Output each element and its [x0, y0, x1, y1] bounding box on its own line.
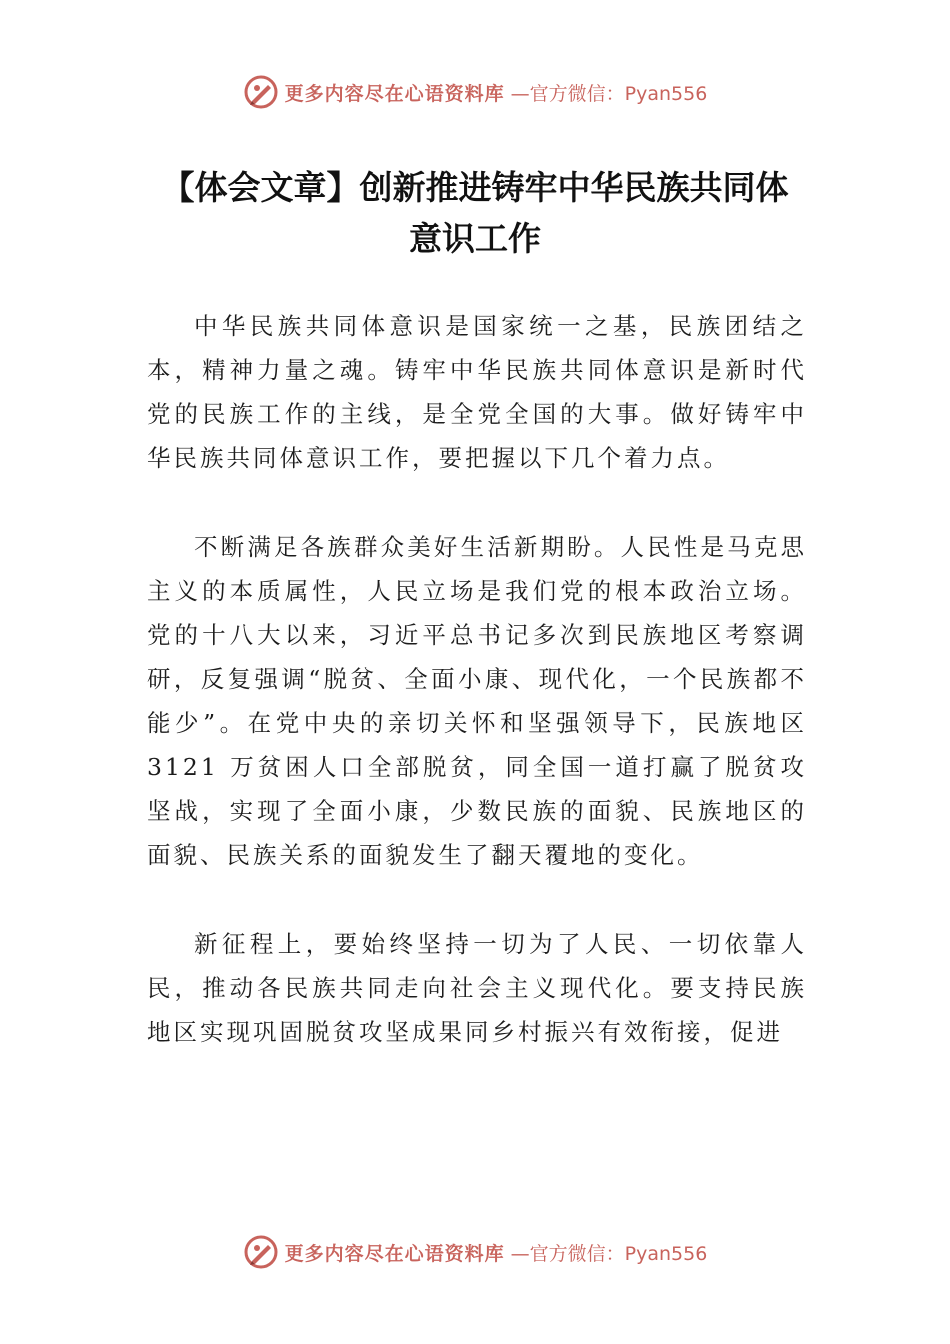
title-line-2: 意识工作 — [409, 219, 541, 258]
document-body — [147, 304, 807, 1099]
document-title — [130, 162, 820, 264]
pen-logo-icon — [243, 1234, 279, 1270]
paragraph: 中华民族共同体意识是国家统一之基，民族团结之本，精神力量之魂。铸牢中华民族共同体意识是新时代党的民族工作的主线，是全党全国的大事。做好铸牢中华民族共同体意识工作，要把握以下几个着力点。 — [147, 312, 807, 472]
header-banner — [0, 72, 950, 112]
paragraph: 不断满足各族群众美好生活新期盼。人民性是马克思主义的本质属性，人民立场是我们党的根本政治立场。党的十八大以来，习近平总书记多次到民族地区考察调研，反复强调“脱贫、全面小康、现代化，一个民族都不能少”。在党中央的亲切关怀和坚强领导下，民族地区 3121 万贫困人口全部脱贫，同全国一道打赢了脱贫攻坚战，实现了全面小康，少数民族的面貌、民族地区的面貌、民族关系的面貌发生了翻天覆地的变化。 — [147, 533, 807, 869]
footer-banner — [0, 1232, 950, 1272]
pen-logo-icon — [243, 74, 279, 110]
banner-brand-text: 更多内容尽在心语资料库 — [284, 1242, 505, 1265]
banner-contact-text: —官方微信：Pyan556 — [510, 1242, 708, 1265]
banner-brand-text: 更多内容尽在心语资料库 — [284, 82, 505, 105]
banner-contact-text: —官方微信：Pyan556 — [510, 82, 708, 105]
paragraph: 新征程上，要始终坚持一切为了人民、一切依靠人民，推动各民族共同走向社会主义现代化。要支持民族地区实现巩固脱贫攻坚成果同乡村振兴有效衔接，促进 — [147, 930, 807, 1046]
title-line-1: 【体会文章】创新推进铸牢中华民族共同体 — [161, 168, 789, 207]
